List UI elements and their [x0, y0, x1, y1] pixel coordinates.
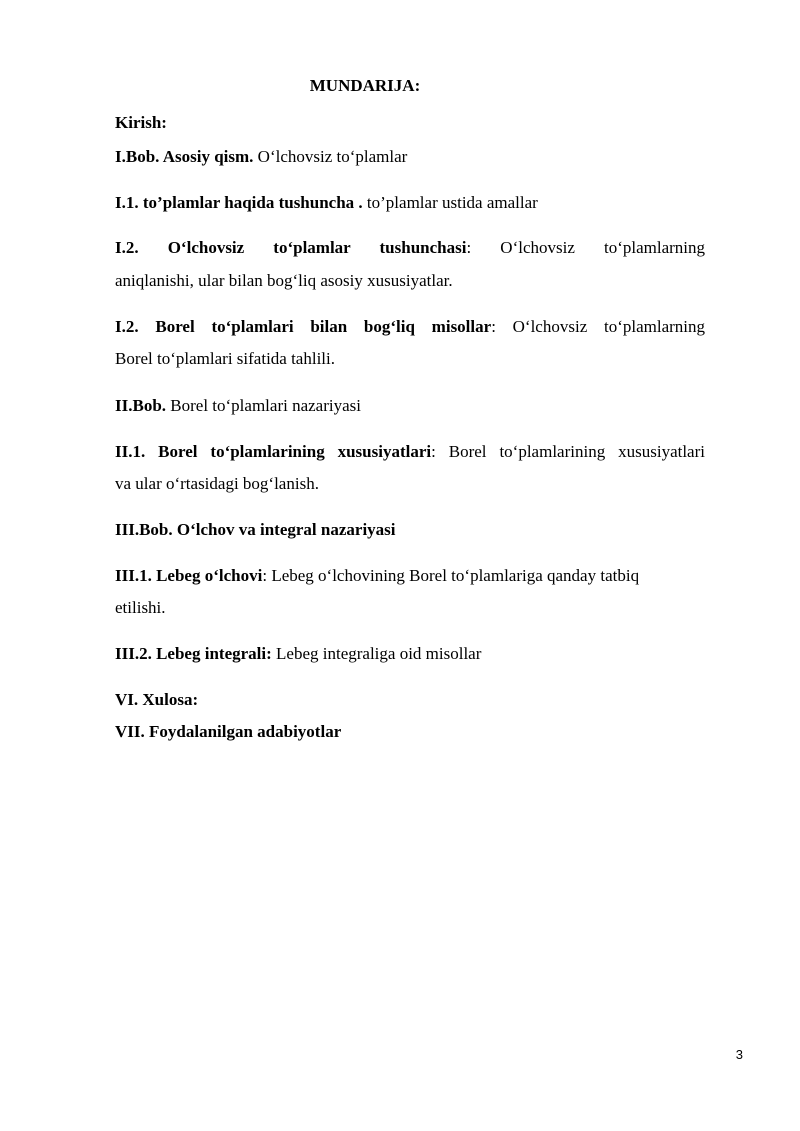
toc-entry-1-1 — [115, 187, 705, 219]
toc-entry-3-2 — [115, 638, 705, 670]
toc-entry-xulosa — [115, 684, 705, 716]
toc-entry-heading: I.2. Borel to‘plamlari bilan bog‘liq misollar — [115, 317, 492, 336]
toc-entry-text: Borel to‘plamlari nazariyasi — [166, 396, 361, 415]
toc-entry-heading: VI. Xulosa: — [115, 690, 199, 709]
toc-entry-heading: II.1. Borel to‘plamlarining xususiyatlari — [115, 442, 432, 461]
toc-entry-bob-3 — [115, 514, 705, 546]
toc-entry-text: : O‘lchovsiz to‘plamlarning — [466, 238, 706, 257]
toc-entry-continuation: Borel to‘plamlari sifatida tahlili. — [115, 349, 335, 368]
toc-entry-heading: III.Bob. O‘lchov va integral nazariyasi — [115, 520, 396, 539]
page-title: MUNDARIJA: — [309, 76, 421, 95]
toc-entry-3-1 — [115, 560, 705, 592]
toc-entry-heading: I.1. to’plamlar haqida tushuncha . — [115, 193, 363, 212]
page-number: 3 — [735, 1047, 743, 1062]
toc-entry-bob-1 — [115, 141, 705, 173]
toc-entry-text: Lebeg integraliga oid misollar — [271, 644, 482, 663]
toc-entry-1-2b — [115, 311, 705, 343]
toc-entry-1-2a — [115, 232, 705, 264]
toc-entry-text: : O‘lchovsiz to‘plamlarning — [491, 317, 706, 336]
toc-entry-text: : Borel to‘plamlarining xususiyatlari — [431, 442, 705, 461]
toc-entry-heading: II.Bob. — [115, 396, 167, 415]
toc-entry-adabiyotlar — [115, 716, 705, 748]
toc-entry-heading: III.2. Lebeg integrali: — [115, 644, 272, 663]
toc-entry-continuation: etilishi. — [115, 598, 166, 617]
toc-entry-continuation: aniqlanishi, ular bilan bog‘liq asosiy xususiyatlar. — [115, 271, 453, 290]
toc-entry-text: O‘lchovsiz to‘plamlar — [253, 147, 408, 166]
toc-entry-text: to’plamlar ustida amallar — [362, 193, 538, 212]
toc-entry-heading: I.Bob. Asosiy qism. — [115, 147, 254, 166]
toc-entry-heading: Kirish: — [115, 113, 167, 132]
toc-entry-continuation: va ular o‘rtasidagi bog‘lanish. — [115, 474, 319, 493]
toc-entry-kirish — [115, 107, 705, 139]
toc-entry-text: : Lebeg o‘lchovining Borel to‘plamlariga qanday tatbiq — [262, 566, 640, 585]
toc-entry-2-1 — [115, 436, 705, 468]
toc-entry-heading: III.1. Lebeg o‘lchovi — [115, 566, 263, 585]
toc-entry-heading: I.2. O‘lchovsiz to‘plamlar tushunchasi — [115, 238, 467, 257]
toc-entry-bob-2 — [115, 390, 705, 422]
toc-entry-heading: VII. Foydalanilgan adabiyotlar — [115, 722, 342, 741]
